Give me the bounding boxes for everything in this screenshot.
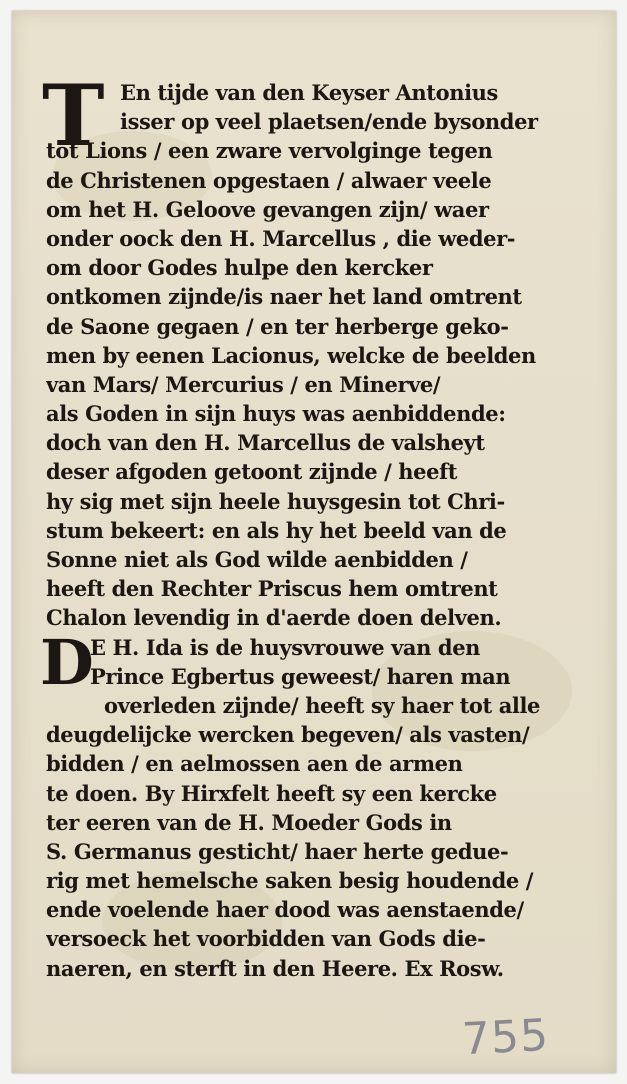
text-line: stum bekeert: en als hy het beeld van de — [46, 517, 507, 543]
text-line: bidden / en aelmossen aen de armen — [46, 751, 463, 777]
text-line: te doen. By Hirxfelt heeft sy een kercke — [46, 780, 497, 806]
text-line: Chalon levendig in d'aerde doen delven. — [46, 605, 502, 631]
paragraph-ida — [40, 625, 588, 983]
text-line: Sonne niet als God wilde aenbidden / — [46, 547, 468, 572]
text-line: E H. Ida is de huysvrouwe van den — [90, 634, 481, 660]
text-line: Prince Egbertus geweest/ haren man — [90, 663, 511, 689]
text-line: naeren, en sterft in den Heere. Ex Rosw. — [46, 955, 504, 981]
dropcap-d: D — [40, 625, 94, 699]
text-line: van Mars/ Mercurius / en Minerve/ — [46, 371, 441, 397]
text-line: men by eenen Lacionus, welcke de beelden — [46, 342, 536, 368]
text-line: tot Lions / een zware vervolginge tegen — [46, 138, 493, 164]
text-line: deser afgoden getoont zijnde / heeft — [46, 459, 458, 485]
text-line: ontkomen zijnde/is naer het land omtrent — [46, 284, 522, 310]
text-line: hy sig met sijn heele huysgesin tot Chri- — [46, 488, 505, 514]
text-line: de Saone gegaen / en ter herberge geko- — [46, 313, 509, 339]
text-line: rig met hemelsche saken besig houdende / — [46, 868, 534, 894]
text-line: doch van den H. Marcellus de valsheyt — [46, 430, 485, 456]
text-line: overleden zijnde/ heeft sy haer tot alle — [104, 692, 541, 718]
text-line: ende voelende haer dood was aenstaende/ — [46, 897, 524, 923]
paragraph-marcellus — [42, 66, 588, 633]
text-line: S. Germanus gesticht/ haer herte gedue- — [46, 838, 509, 864]
text-line: om door Godes hulpe den kercker — [46, 255, 433, 281]
text-line: deugdelijcke wercken begeven/ als vasten/ — [46, 722, 530, 748]
text-line: versoeck het voorbidden van Gods die- — [46, 926, 486, 952]
handwritten-annotation: 755 — [460, 1009, 551, 1066]
text-line: heeft den Rechter Priscus hem omtrent — [46, 576, 498, 602]
text-line: als Goden in sijn huys was aenbiddende: — [46, 401, 506, 427]
dropcap-t: T — [42, 66, 105, 165]
text-line: onder oock den H. Marcellus , die weder- — [46, 225, 516, 251]
text-line: En tijde van den Keyser Antonius — [120, 80, 498, 105]
printed-text — [40, 66, 588, 983]
text-line: om het H. Geloove gevangen zijn/ waer — [46, 196, 489, 222]
text-line: isser op veel plaetsen/ende bysonder — [120, 109, 538, 135]
text-line: ter eeren van de H. Moeder Gods in — [46, 809, 452, 835]
text-line: de Christenen opgestaen / alwaer veele — [46, 167, 492, 193]
